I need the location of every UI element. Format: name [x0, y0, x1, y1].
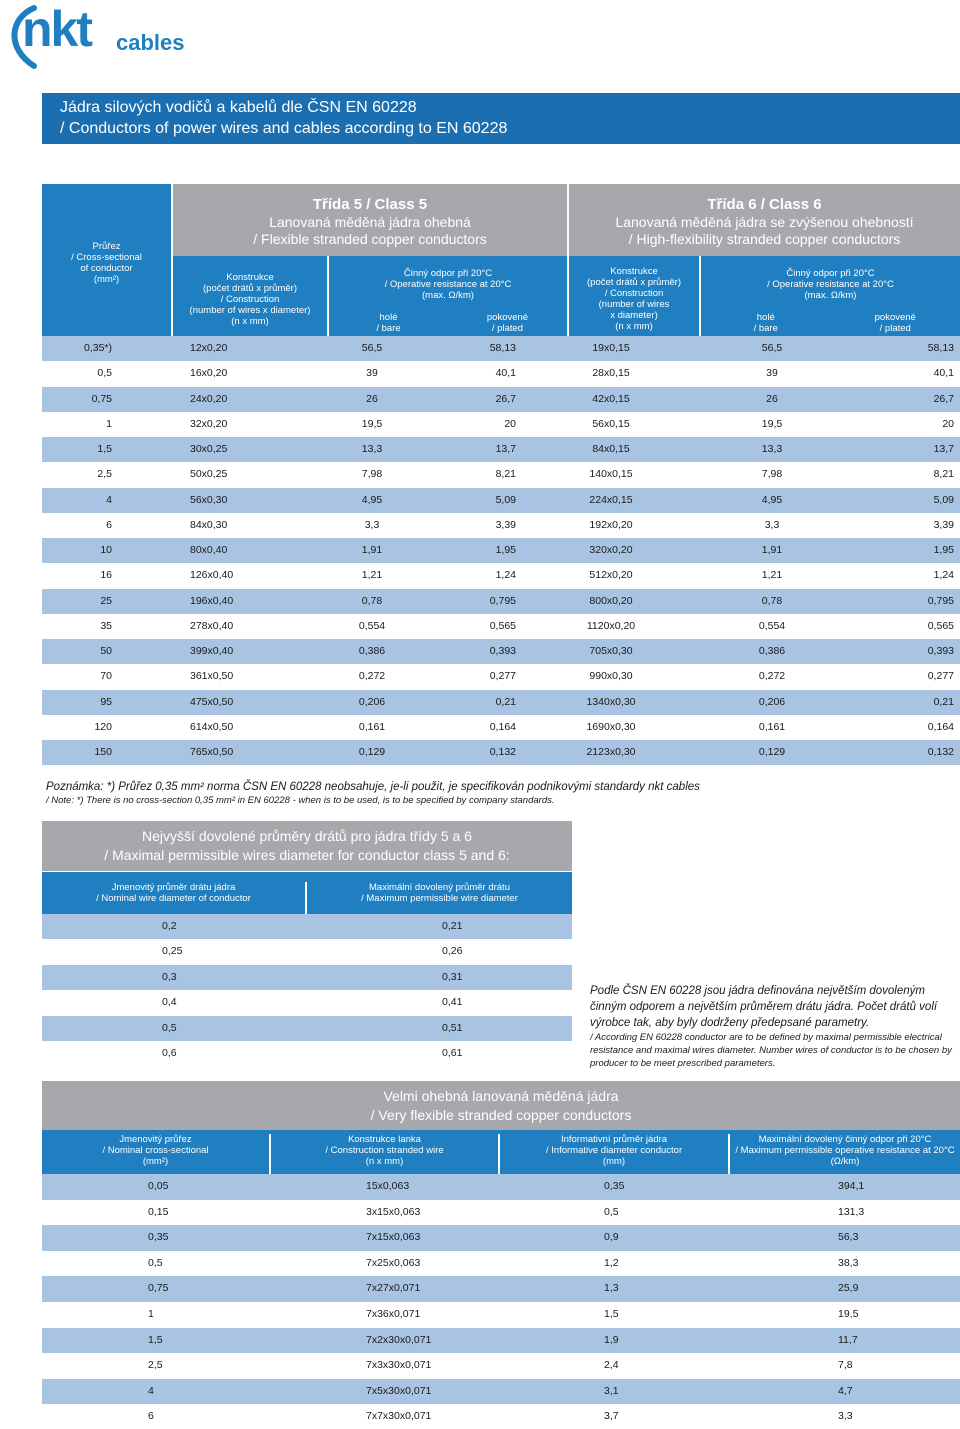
table-cell: 0,272 — [358, 670, 386, 683]
table-cell: 399x0,40 — [190, 645, 234, 657]
class6-header — [567, 184, 960, 256]
table-cell: 3,3 — [764, 518, 780, 531]
logo-brand: nkt — [22, 1, 91, 57]
header-line: / Nominal wire diameter of conductor — [96, 893, 251, 904]
header-line: holé — [379, 312, 398, 323]
table-row — [42, 1302, 960, 1328]
table-cell: 0,277 — [927, 670, 954, 683]
table-cell: 13,7 — [495, 443, 516, 455]
table-row — [42, 1174, 960, 1200]
table-cell: 0,161 — [358, 720, 386, 733]
header-line: / Maximum permissible wire diameter — [361, 893, 518, 904]
class6-plated-header — [831, 312, 960, 334]
table-cell: 3,1 — [604, 1384, 619, 1397]
table-cell: 0,164 — [489, 720, 516, 733]
table-cell: 0,21 — [933, 695, 954, 708]
table-cell: 800x0,20 — [589, 594, 633, 607]
header-line: x diameter) — [610, 310, 658, 321]
table-cell: 7x3x30x0,071 — [366, 1359, 432, 1372]
table-cell: 2,4 — [604, 1359, 619, 1372]
table-cell: 140x0,15 — [589, 468, 633, 481]
table-cell: 120 — [94, 720, 112, 733]
table-cell: 1,24 — [495, 569, 516, 582]
table-cell: 8,21 — [495, 468, 516, 481]
header-line: (n x mm) — [231, 316, 269, 327]
class6-resistance-title — [701, 268, 960, 301]
table-cell: 40,1 — [495, 367, 516, 380]
table-cell: 4,95 — [761, 493, 783, 506]
class5-construction-header — [173, 256, 329, 336]
table-cell: 0,75 — [91, 392, 112, 405]
definition-text-en: / According EN 60228 conductor are to be defined by maximal permissible electrical resistance and maximal wires diameter. Number wires of conductor is to be chosen by producer to be meet prescribed parameters. — [590, 1032, 952, 1069]
table-cell: 0,21 — [442, 920, 463, 932]
header-nominal-cross-section — [42, 1134, 271, 1174]
table-cell: 0,51 — [442, 1021, 463, 1034]
table-row — [42, 1328, 960, 1354]
table-cell: 0,386 — [758, 645, 786, 657]
table-cell: 11,7 — [838, 1333, 858, 1346]
header-line: Konstrukce — [610, 266, 658, 277]
table-cell: 0,206 — [358, 695, 386, 708]
table-cell: 0,05 — [148, 1180, 169, 1192]
table-cell: 95 — [100, 695, 112, 708]
table-cell: 19,5 — [838, 1307, 859, 1320]
conductor-table-body — [42, 336, 960, 765]
table-cell: 26 — [366, 392, 378, 405]
header-line: / Operative resistance at 20°C — [384, 279, 512, 290]
table-cell: 0,164 — [927, 720, 954, 733]
table-cell: 0,4 — [162, 996, 177, 1009]
header-line: Maximální dovolený průměr drátu — [369, 882, 510, 893]
header-line: Činný odpor při 20°C — [786, 268, 875, 279]
table-cell: 1,21 — [361, 569, 383, 582]
table-cell: 84x0,15 — [592, 443, 630, 455]
header-line: (n x mm) — [615, 321, 653, 332]
table-cell: 2,5 — [97, 468, 112, 481]
table-cell: 2123x0,30 — [586, 746, 636, 758]
table-cell: 0,5 — [162, 1021, 177, 1034]
header-line: (počet drátů x průměr) — [203, 283, 297, 294]
table-cell: 1,2 — [604, 1256, 619, 1269]
table-cell: 0,2 — [162, 920, 177, 932]
table-cell: 0,5 — [97, 367, 112, 380]
table-cell: 4 — [148, 1384, 154, 1397]
header-line: Průřez — [92, 241, 121, 252]
table-cell: 12x0,20 — [190, 342, 228, 354]
table-cell: 0,5 — [148, 1256, 163, 1269]
class6-subtitle-en: / High-flexibility stranded copper conductors — [628, 231, 901, 247]
header-line: Jmenovitý průřez — [119, 1134, 192, 1145]
table-cell: 0,393 — [927, 645, 954, 657]
table-cell: 1,24 — [933, 569, 954, 582]
header-line: Činný odpor při 20°C — [403, 268, 493, 279]
table-row — [42, 1225, 960, 1251]
table-cell: 512x0,20 — [589, 569, 633, 582]
table-cell: 1,91 — [761, 544, 783, 556]
table-cell: 7,98 — [761, 468, 783, 481]
table-cell: 394,1 — [838, 1180, 865, 1192]
table-row — [42, 437, 960, 462]
wire-diameter-title-cz: Nejvyšší dovolené průměry drátů pro jádra třídy 5 a 6 — [142, 828, 472, 844]
header-line: holé — [756, 312, 775, 323]
table-cell: 16 — [100, 569, 112, 582]
table-row — [42, 462, 960, 487]
table-cell: 224x0,15 — [589, 493, 633, 506]
table-cell: 20 — [504, 417, 516, 430]
table-cell: 1690x0,30 — [586, 720, 636, 733]
table-cell: 0,31 — [442, 970, 463, 983]
header-line: Konstrukce lanka — [348, 1134, 421, 1145]
header-line: Konstrukce — [226, 272, 274, 283]
very-flexible-title — [42, 1081, 960, 1130]
table-cell: 0,795 — [927, 594, 954, 607]
header-line: (number of wires x diameter) — [189, 305, 311, 316]
table-row — [42, 965, 572, 990]
table-cell: 1,95 — [933, 544, 954, 556]
header-line: (max. Ω/km) — [422, 290, 474, 301]
table-cell: 131,3 — [838, 1205, 865, 1218]
table-cell: 13,3 — [761, 443, 783, 455]
table-cell: 4 — [106, 493, 112, 506]
table-cell: 1,9 — [604, 1333, 619, 1346]
class5-bare-header — [329, 312, 448, 334]
table-row — [42, 513, 960, 538]
class5-subtitle-cz: Lanovaná měděná jádra ohebná — [269, 214, 471, 230]
table-cell: 7x27x0,071 — [366, 1282, 421, 1295]
table-cell: 705x0,30 — [589, 645, 633, 657]
header-line: / bare — [753, 323, 778, 334]
table-cell: 0,393 — [489, 645, 516, 657]
table-cell: 1,5 — [148, 1333, 163, 1346]
table-cell: 3,3 — [364, 518, 380, 531]
table-row — [42, 664, 960, 689]
very-flexible-title-cz: Velmi ohebná lanovaná měděná jádra — [383, 1088, 619, 1104]
table-cell: 1 — [148, 1307, 154, 1320]
table-cell: 13,7 — [933, 443, 954, 455]
header-informative-diameter — [500, 1134, 730, 1174]
table-row — [42, 614, 960, 639]
table-cell: 7x7x30x0,071 — [366, 1410, 432, 1423]
table-row — [42, 336, 960, 361]
page-title-en: / Conductors of power wires and cables according to EN 60228 — [60, 120, 508, 137]
table-cell: 3,7 — [604, 1410, 619, 1423]
table-cell: 765x0,50 — [190, 746, 234, 758]
table-cell: 0,61 — [442, 1046, 463, 1059]
class5-subtitle-en: / Flexible stranded copper conductors — [253, 231, 487, 247]
table-cell: 15x0,063 — [366, 1180, 410, 1192]
header-line: (mm²) — [142, 1156, 169, 1167]
header-line: / Nominal cross-sectional — [102, 1145, 209, 1156]
table-cell: 0,565 — [927, 619, 954, 632]
table-cell: 1,95 — [495, 544, 516, 556]
table-cell: 25 — [100, 594, 112, 607]
table-cell: 1 — [106, 417, 112, 430]
table-cell: 7x5x30x0,071 — [366, 1384, 432, 1397]
footnote-en: / Note: *) There is no cross-section 0,35 mm² in EN 60228 - when is to be used, is to be specified by company standards. — [46, 795, 555, 806]
table-row — [42, 1016, 572, 1041]
table-cell: 2,5 — [148, 1359, 163, 1372]
table-cell: 32x0,20 — [190, 417, 228, 430]
table-row — [42, 1200, 960, 1226]
table-row — [42, 690, 960, 715]
table-cell: 0,6 — [162, 1046, 177, 1059]
header-line: / Maximum permissible operative resistance at 20°C — [735, 1145, 955, 1156]
table-cell: 24x0,20 — [190, 392, 228, 405]
table-cell: 0,386 — [358, 645, 386, 657]
table-cell: 0,41 — [442, 996, 463, 1009]
table-cell: 1,3 — [604, 1282, 619, 1295]
table-cell: 7x2x30x0,071 — [366, 1333, 432, 1346]
table-cell: 10 — [100, 544, 112, 556]
table-cell: 0,75 — [148, 1282, 169, 1295]
table-row — [42, 412, 960, 437]
table-cell: 3x15x0,063 — [366, 1205, 421, 1218]
table-row — [42, 387, 960, 412]
table-cell: 0,129 — [758, 746, 786, 758]
table-cell: 1,91 — [361, 544, 383, 556]
table-row — [42, 563, 960, 588]
header-nominal-diameter — [42, 882, 307, 914]
table-cell: 0,21 — [495, 695, 516, 708]
header-line: Informativní průměr jádra — [560, 1134, 668, 1145]
header-max-diameter — [307, 882, 572, 904]
table-cell: 7x36x0,071 — [366, 1307, 421, 1320]
table-cell: 84x0,30 — [190, 518, 228, 531]
table-row — [42, 939, 572, 964]
table-cell: 0,78 — [761, 594, 783, 607]
table-cell: 1,21 — [761, 569, 783, 582]
table-cell: 0,272 — [758, 670, 786, 683]
wire-diameter-header — [42, 872, 572, 914]
wire-diameter-title-en: / Maximal permissible wires diameter for conductor class 5 and 6: — [104, 847, 510, 863]
table-cell: 26,7 — [495, 392, 516, 405]
class6-construction-header — [567, 256, 701, 336]
table-cell: 1,5 — [604, 1307, 619, 1320]
table-cell: 361x0,50 — [190, 670, 234, 683]
table-row — [42, 361, 960, 386]
very-flexible-title-en: / Very flexible stranded copper conductors — [370, 1107, 632, 1123]
table-row — [42, 715, 960, 740]
table-cell: 0,132 — [927, 746, 954, 758]
table-cell: 0,5 — [604, 1205, 619, 1218]
table-cell: 0,795 — [489, 594, 516, 607]
header-line: (number of wires — [598, 299, 670, 310]
table-cell: 1,5 — [97, 443, 112, 455]
table-cell: 0,35 — [604, 1180, 625, 1192]
table-cell: 56x0,15 — [592, 417, 630, 430]
table-cell: 35 — [100, 619, 112, 632]
header-line: / plated — [879, 323, 911, 334]
header-line: pokovené — [874, 312, 916, 323]
table-cell: 4,95 — [361, 493, 383, 506]
table-cell: 50 — [100, 645, 112, 657]
footnote-cz: Poznámka: *) Průřez 0,35 mm² norma ČSN EN 60228 neobsahuje, je-li použit, je specifikován podnikovými standardy nkt cables — [46, 781, 700, 793]
class6-resistance-header — [701, 256, 960, 336]
table-cell: 7,98 — [361, 468, 383, 481]
table-cell: 42x0,15 — [592, 392, 630, 405]
table-cell: 614x0,50 — [190, 720, 234, 733]
table-cell: 0,9 — [604, 1231, 619, 1244]
table-cell: 4,7 — [838, 1384, 853, 1397]
table-cell: 0,15 — [148, 1205, 169, 1218]
definition-text — [590, 983, 960, 1070]
table-cell: 26,7 — [933, 392, 954, 405]
table-row — [42, 740, 960, 765]
table-cell: 25,9 — [838, 1282, 859, 1295]
table-cell: 7,8 — [838, 1359, 853, 1372]
table-cell: 19x0,15 — [592, 342, 630, 354]
table-cell: 58,13 — [927, 342, 954, 354]
header-line: (mm) — [602, 1156, 626, 1167]
header-line: (Ω/km) — [830, 1156, 860, 1167]
table-cell: 126x0,40 — [190, 569, 234, 582]
table-cell: 56,3 — [838, 1231, 859, 1244]
table-cell: 3,3 — [838, 1410, 853, 1423]
class5-resistance-title — [329, 268, 567, 301]
header-line: (max. Ω/km) — [804, 290, 857, 301]
table-cell: 39 — [366, 367, 378, 380]
class6-title: Třída 6 / Class 6 — [707, 196, 822, 213]
very-flexible-header — [42, 1130, 960, 1174]
table-row — [42, 1404, 960, 1429]
table-cell: 5,09 — [933, 493, 954, 506]
table-cell: 3,39 — [495, 518, 516, 531]
wire-diameter-body — [42, 914, 572, 1066]
table-cell: 192x0,20 — [589, 518, 633, 531]
table-cell: 0,565 — [489, 619, 516, 632]
table-cell: 0,3 — [162, 970, 177, 983]
table-cell: 56x0,30 — [190, 493, 228, 506]
header-line: (počet drátů x průměr) — [587, 277, 681, 288]
class5-plated-header — [448, 312, 567, 334]
wire-diameter-title — [42, 821, 572, 871]
table-cell: 150 — [94, 746, 112, 758]
footnote — [46, 780, 946, 807]
table-cell: 3,39 — [933, 518, 954, 531]
table-cell: 0,554 — [358, 619, 386, 632]
table-cell: 7x25x0,063 — [366, 1256, 421, 1269]
table-cell: 0,161 — [758, 720, 786, 733]
table-cell: 7x15x0,063 — [366, 1231, 421, 1244]
header-line: / Cross-sectional — [71, 252, 142, 263]
header-line: (n x mm) — [365, 1156, 404, 1167]
table-cell: 475x0,50 — [190, 695, 234, 708]
table-cell: 50x0,25 — [190, 468, 228, 481]
table-cell: 40,1 — [933, 367, 954, 380]
table-cell: 70 — [100, 670, 112, 683]
class6-subtitle-cz: Lanovaná měděná jádra se zvýšenou ohebností — [615, 214, 914, 230]
table-cell: 56,5 — [761, 342, 783, 354]
header-line: (mm²) — [93, 274, 120, 285]
header-line: Jmenovitý průměr drátu jádra — [111, 882, 236, 893]
table-cell: 320x0,20 — [589, 544, 633, 556]
class5-title: Třída 5 / Class 5 — [312, 196, 428, 213]
table-cell: 1120x0,20 — [586, 619, 636, 632]
table-cell: 80x0,40 — [190, 544, 228, 556]
table-row — [42, 990, 572, 1015]
table-cell: 1340x0,30 — [586, 695, 636, 708]
table-cell: 19,5 — [761, 417, 783, 430]
header-construction — [271, 1134, 500, 1174]
header-line: / Operative resistance at 20°C — [767, 279, 894, 290]
header-line: Maximální dovolený činný odpor při 20°C — [758, 1134, 932, 1145]
header-line: pokovené — [486, 312, 529, 323]
table-cell: 56,5 — [361, 342, 383, 354]
header-line: / Construction — [604, 288, 664, 299]
table-row — [42, 1353, 960, 1379]
table-row — [42, 1251, 960, 1277]
header-line: of conductor — [80, 263, 133, 274]
table-row — [42, 1379, 960, 1405]
table-cell: 39 — [766, 367, 778, 380]
table-cell: 38,3 — [838, 1256, 859, 1269]
table-cell: 19,5 — [361, 417, 383, 430]
header-line: / Construction stranded wire — [325, 1145, 444, 1156]
table-cell: 58,13 — [489, 342, 516, 354]
conductor-table-header — [42, 184, 960, 336]
definition-text-cz: Podle ČSN EN 60228 jsou jádra definována největším dovoleným činným odporem a největším průměrem drátu jádra. Počet drátů volí výrobce tak, aby byly dodrženy předepsané parametry. — [590, 985, 938, 1029]
header-line: / plated — [491, 323, 524, 334]
table-cell: 13,3 — [361, 443, 383, 455]
page-title-cz: Jádra silových vodičů a kabelů dle ČSN EN 60228 — [60, 99, 417, 116]
table-row — [42, 488, 960, 513]
table-cell: 6 — [106, 518, 112, 531]
header-cross-section — [42, 184, 173, 336]
header-max-resistance — [730, 1134, 960, 1174]
conductor-table — [42, 184, 960, 765]
table-cell: 5,09 — [495, 493, 516, 506]
table-cell: 0,25 — [162, 945, 183, 958]
table-cell: 0,277 — [489, 670, 516, 683]
logo-sub: cables — [116, 30, 185, 55]
table-row — [42, 538, 960, 563]
table-cell: 30x0,25 — [190, 443, 228, 455]
table-row — [42, 1041, 572, 1066]
table-cell: 0,35*) — [83, 342, 112, 354]
table-cell: 0,26 — [442, 945, 463, 958]
table-cell: 0,206 — [758, 695, 786, 708]
table-cell: 0,35 — [148, 1231, 169, 1244]
table-cell: 0,132 — [489, 746, 516, 758]
table-cell: 0,554 — [758, 619, 786, 632]
table-cell: 26 — [766, 392, 778, 405]
class5-header — [173, 184, 567, 256]
very-flexible-body — [42, 1174, 960, 1429]
table-cell: 0,129 — [358, 746, 386, 758]
table-cell: 20 — [942, 417, 954, 430]
header-line: / Construction — [220, 294, 280, 305]
table-cell: 6 — [148, 1410, 154, 1423]
table-cell: 196x0,40 — [190, 594, 234, 607]
table-row — [42, 639, 960, 664]
table-row — [42, 589, 960, 614]
header-line: / Informative diameter conductor — [545, 1145, 683, 1156]
page-title-bar — [42, 93, 960, 144]
table-cell: 28x0,15 — [592, 367, 630, 380]
table-cell: 0,78 — [361, 594, 383, 607]
nkt-cables-logo — [4, 1, 204, 70]
table-cell: 16x0,20 — [190, 367, 228, 380]
header-line: / bare — [376, 323, 401, 334]
table-row — [42, 1276, 960, 1302]
table-cell: 8,21 — [933, 468, 954, 481]
class6-bare-header — [701, 312, 831, 334]
table-row — [42, 914, 572, 939]
table-cell: 990x0,30 — [589, 670, 633, 683]
class5-resistance-header — [329, 256, 567, 336]
table-cell: 278x0,40 — [190, 619, 234, 632]
